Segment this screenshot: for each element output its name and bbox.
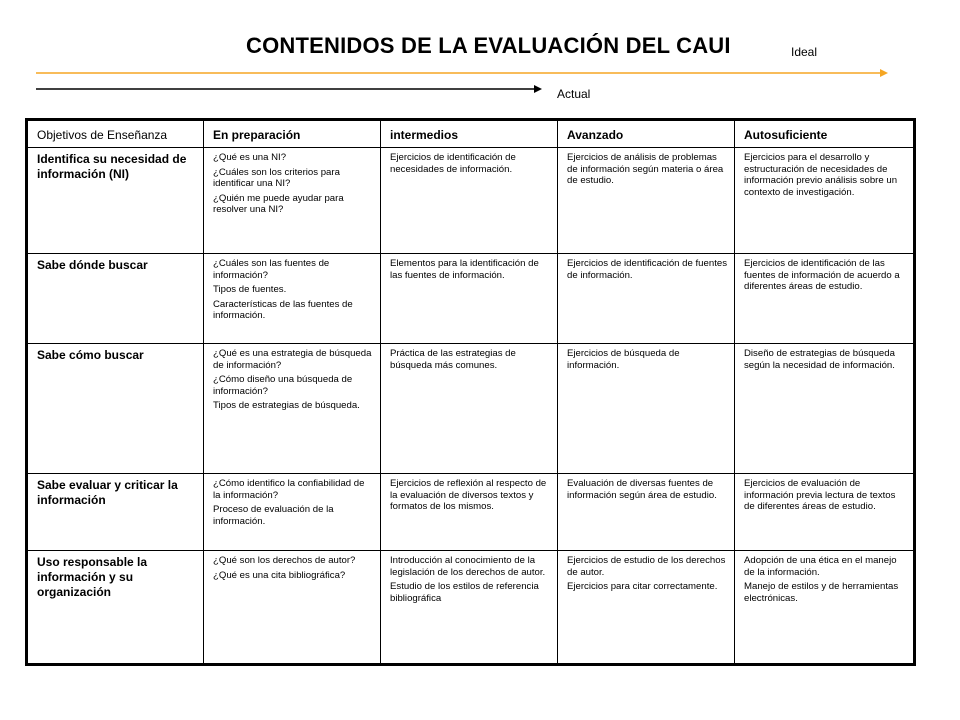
row-objective: Sabe dónde buscar: [27, 254, 204, 344]
cell-autosuficiente: [735, 148, 915, 254]
header-autosuficiente: Autosuficiente: [735, 120, 915, 148]
cell-text: ¿Cómo identifico la confiabilidad de la información?: [213, 478, 365, 501]
cell-en-preparacion: [204, 344, 381, 474]
cell-avanzado: [558, 551, 735, 665]
evaluation-table: [25, 118, 916, 666]
header-avanzado: Avanzado: [558, 120, 735, 148]
cell-avanzado: [558, 474, 735, 551]
table-row: [27, 551, 915, 665]
table-row: [27, 474, 915, 551]
cell-text: ¿Cuáles son las fuentes de información?: [213, 258, 330, 281]
cell-text: Práctica de las estrategias de búsqueda más comunes.: [390, 348, 516, 371]
row-objective: Identifica su necesidad de información (NI): [27, 148, 204, 254]
actual-label: Actual: [557, 87, 591, 101]
row-objective: Sabe evaluar y criticar la información: [27, 474, 204, 551]
cell-text: Elementos para la identificación de las fuentes de información.: [390, 258, 539, 281]
row-objective: Uso responsable la información y su organización: [27, 551, 204, 665]
cell-avanzado: [558, 148, 735, 254]
cell-text: Ejercicios de estudio de los derechos de autor.: [567, 555, 726, 578]
cell-autosuficiente: [735, 254, 915, 344]
cell-text: ¿Qué es una estrategia de búsqueda de información?: [213, 348, 372, 371]
cell-text: Ejercicios para el desarrollo y estructuración de necesidades de información previo análisis sobre un contexto de investigación.: [744, 152, 898, 198]
cell-text: ¿Quién me puede ayudar para resolver una NI?: [213, 192, 344, 215]
cell-text: Manejo de estilos y de herramientas electrónicas.: [744, 581, 899, 604]
page-title: CONTENIDOS DE LA EVALUACIÓN DEL CAUI: [246, 33, 731, 58]
table-row: [27, 148, 915, 254]
cell-text: Proceso de evaluación de la información.: [213, 504, 334, 527]
header-intermedios: intermedios: [381, 120, 558, 148]
cell-text: Ejercicios de análisis de problemas de información según materia o área de estudio.: [567, 152, 724, 186]
cell-text: Ejercicios para citar correctamente.: [567, 581, 718, 592]
cell-text: Características de las fuentes de información.: [213, 298, 353, 321]
cell-text: Diseño de estrategias de búsqueda según la necesidad de información.: [744, 348, 895, 371]
ideal-label: Ideal: [791, 45, 818, 59]
header-en-preparacion: En preparación: [204, 120, 381, 148]
cell-text: Ejercicios de búsqueda de información.: [567, 348, 680, 371]
cell-intermedios: [381, 148, 558, 254]
cell-en-preparacion: [204, 474, 381, 551]
cell-intermedios: [381, 254, 558, 344]
cell-text: Ejercicios de evaluación de información previa lectura de textos de diferentes áreas de estudio.: [744, 478, 896, 512]
cell-intermedios: [381, 551, 558, 665]
table-row: [27, 254, 915, 344]
cell-text: Tipos de fuentes.: [213, 284, 287, 295]
cell-text: Introducción al conocimiento de la legislación de los derechos de autor.: [390, 555, 546, 578]
cell-autosuficiente: [735, 551, 915, 665]
cell-en-preparacion: [204, 254, 381, 344]
cell-autosuficiente: [735, 344, 915, 474]
cell-text: Ejercicios de identificación de las fuentes de información de acuerdo a diferentes áreas de estudio.: [744, 258, 900, 292]
cell-text: ¿Cómo diseño una búsqueda de información?: [213, 374, 353, 397]
cell-text: ¿Qué es una cita bibliográfica?: [213, 569, 346, 581]
table-header-row: [27, 120, 915, 148]
cell-text: Evaluación de diversas fuentes de información según área de estudio.: [567, 478, 717, 501]
row-objective: Sabe cómo buscar: [27, 344, 204, 474]
actual-arrow-head: [534, 85, 542, 93]
cell-text: ¿Qué son los derechos de autor?: [213, 555, 356, 566]
cell-autosuficiente: [735, 474, 915, 551]
cell-text: ¿Cuáles son los criterios para identificar una NI?: [213, 166, 340, 189]
table-row: [27, 344, 915, 474]
cell-avanzado: [558, 254, 735, 344]
header-objetivos: Objetivos de Enseñanza: [27, 120, 204, 148]
cell-text: Ejercicios de identificación de fuentes de información.: [567, 258, 727, 281]
cell-intermedios: [381, 474, 558, 551]
cell-en-preparacion: [204, 551, 381, 665]
cell-intermedios: [381, 344, 558, 474]
cell-en-preparacion: [204, 148, 381, 254]
ideal-arrow-head: [880, 69, 888, 77]
cell-text: Tipos de estrategias de búsqueda.: [213, 400, 360, 411]
cell-avanzado: [558, 344, 735, 474]
cell-text: Ejercicios de reflexión al respecto de la evaluación de diversos textos y formatos de los mismos.: [390, 478, 547, 512]
cell-text: Estudio de los estilos de referencia bibliográfica: [390, 581, 539, 604]
cell-text: ¿Qué es una NI?: [213, 152, 287, 163]
cell-text: Adopción de una ética en el manejo de la información.: [744, 555, 897, 578]
cell-text: Ejercicios de identificación de necesidades de información.: [390, 152, 516, 175]
